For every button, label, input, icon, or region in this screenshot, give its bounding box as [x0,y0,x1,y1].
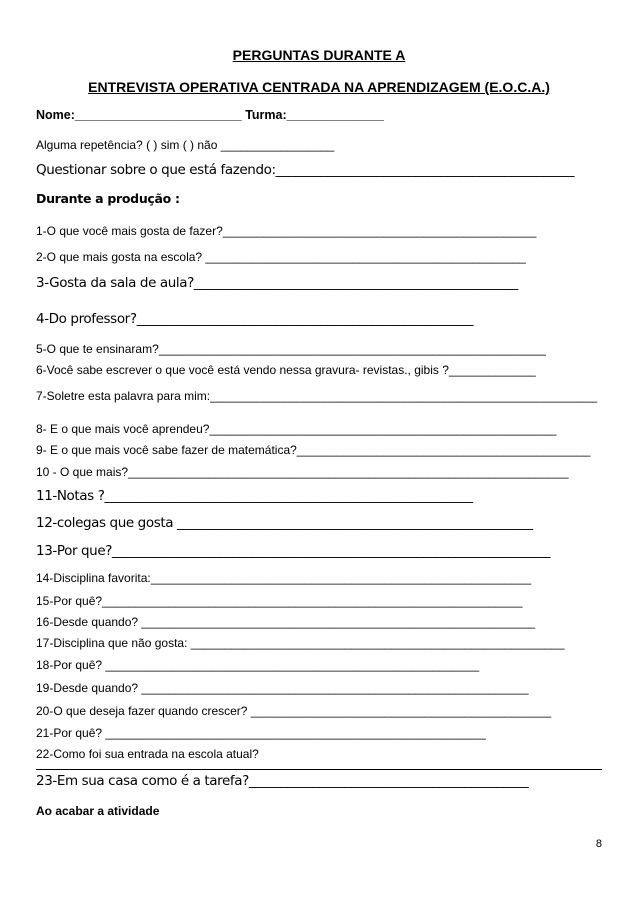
question-18: 18-Por quê? ________________________________________________________ [36,658,480,672]
question-6: 6-Você sabe escrever o que você está vendo nessa gravura- revistas., gibis ?_____________ [36,363,536,377]
question-17: 17-Disciplina que não gosta: ________________________________________________________ [36,636,565,650]
page-number: 8 [595,838,602,850]
nome-turma-field: Nome:________________________ Turma:______________ [36,108,384,122]
question-5: 5-O que te ensinaram?__________________________________________________________ [36,342,546,356]
question-8: 8- E o que mais você aprendeu?____________________________________________________ [36,422,557,436]
question-7: 7-Soletre esta palavra para mim:__________________________________________________________ [36,389,598,403]
repetencia-field: Alguma repetência? ( ) sim ( ) não _________________ [36,138,335,152]
question-22: 22-Como foi sua entrada na escola atual? [36,747,259,761]
question-11: 11-Notas ?__________________________________________________________ [36,488,473,504]
question-16: 16-Desde quando? ___________________________________________________________ [36,615,536,629]
question-12: 12-colegas que gosta ________________________________________________________ [36,515,533,531]
question-9: 9- E o que mais você sabe fazer de matemática?____________________________________________ [36,443,591,457]
question-10: 10 - O que mais?__________________________________________________________________ [36,465,569,479]
question-21: 21-Por quê? _________________________________________________________ [36,726,486,740]
question-4: 4-Do professor?_____________________________________________________ [36,311,474,327]
divider-line [36,769,602,770]
question-13: 13-Por que?_____________________________________________________________________ [36,543,551,559]
question-2: 2-O que mais gosta na escola? ________________________________________________ [36,250,526,264]
question-15: 15-Por quê?_______________________________________________________________ [36,594,523,608]
question-1: 1-O que você mais gosta de fazer?_______________________________________________ [36,224,537,238]
section-durante: Durante a produção : [36,191,180,206]
questionar-field: Questionar sobre o que está fazendo:_______________________________________________ [36,162,575,178]
question-20: 20-O que deseja fazer quando crescer? _____________________________________________ [36,704,552,718]
section-ao-acabar: Ao acabar a atividade [36,804,160,818]
question-23: 23-Em sua casa como é a tarefa?____________________________________________ [36,773,529,789]
page-title: PERGUNTAS DURANTE A [232,47,406,63]
question-19: 19-Desde quando? __________________________________________________________ [36,681,529,695]
question-14: 14-Disciplina favorita:_________________________________________________________ [36,571,532,585]
question-3: 3-Gosta da sala de aula?___________________________________________________ [36,275,518,291]
page-subtitle: ENTREVISTA OPERATIVA CENTRADA NA APRENDIZAGEM (E.O.C.A.) [88,79,550,95]
